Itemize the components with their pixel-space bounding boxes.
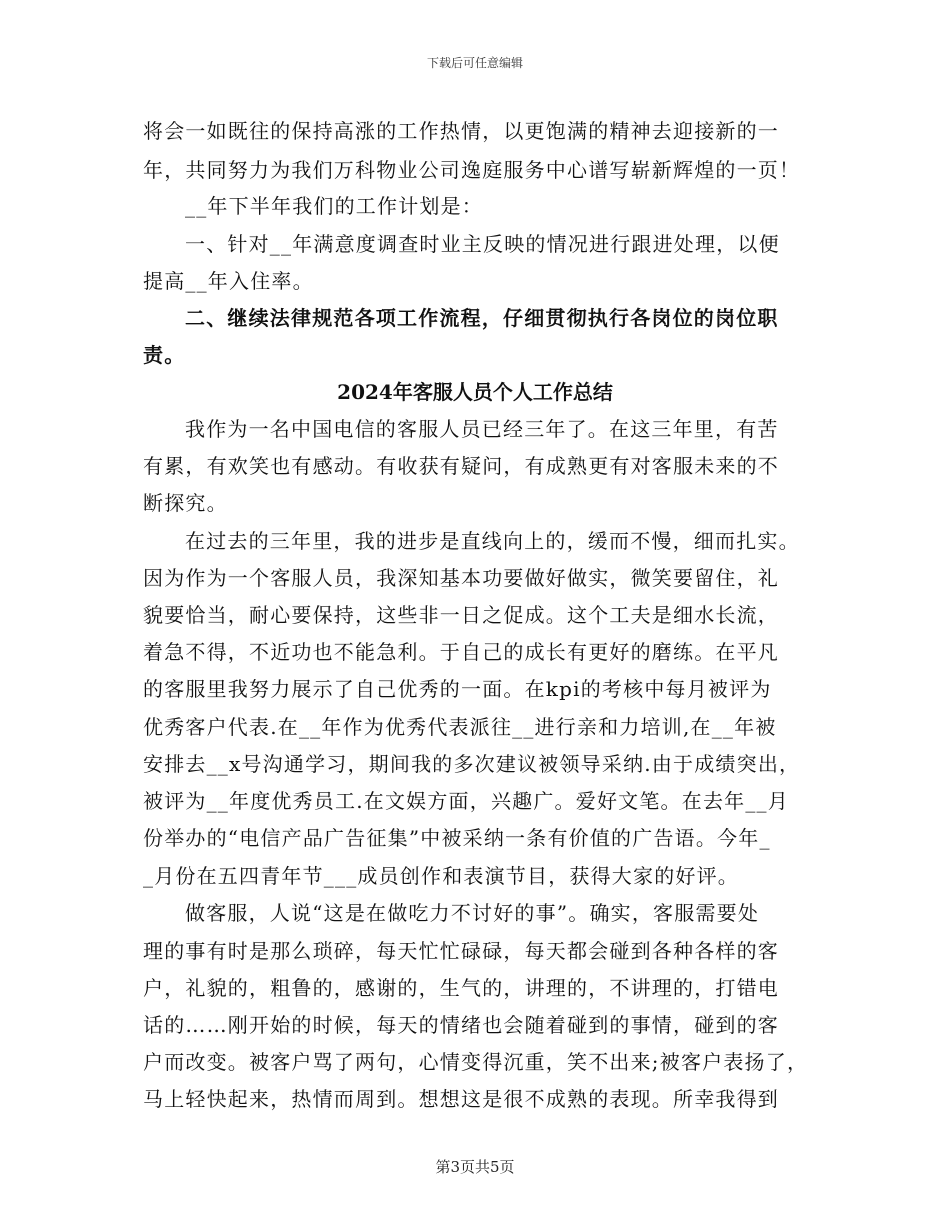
bold-paragraph-line: 二、继续法律规范各项工作流程，仔细贯彻执行各岗位的岗位职: [185, 306, 779, 330]
paragraph-line: 一、针对__年满意度调查时业主反映的情况进行跟进处理，以便: [185, 232, 780, 256]
paragraph-line: 安排去__x号沟通学习，期间我的多次建议被领导采纳.由于成绩突出，: [143, 752, 801, 776]
paragraph-line: 理的事有时是那么琐碎，每天忙忙碌碌，每天都会碰到各种各样的客: [143, 939, 779, 963]
paragraph-line: 话的……刚开始的时候，每天的情绪也会随着碰到的事情，碰到的客: [143, 1013, 779, 1037]
paragraph-line: 年，共同努力为我们万科物业公司逸庭服务中心谱写崭新辉煌的一页！: [143, 158, 801, 182]
paragraph-line: 户，礼貌的，粗鲁的，感谢的，生气的，讲理的，不讲理的，打错电: [143, 976, 779, 1000]
paragraph-line: 着急不得，不近功也不能急利。于自己的成长有更好的磨练。在平凡: [143, 640, 779, 664]
page-header-note: 下载后可任意编辑: [426, 56, 523, 70]
paragraph-line: 在过去的三年里，我的进步是直线向上的，缓而不慢，细而扎实。: [185, 529, 800, 553]
paragraph-line: 被评为__年度优秀员工.在文娱方面，兴趣广。爱好文笔。在去年__月: [143, 789, 789, 813]
paragraph-line: 断探究。: [143, 491, 228, 515]
section-title: 2024年客服人员个人工作总结: [337, 380, 613, 404]
bold-paragraph-line: 责。: [143, 343, 186, 367]
paragraph-line: 份举办的“电信产品广告征集”中被采纳一条有价值的广告语。今年_: [143, 826, 771, 850]
paragraph-line: 提高__年入住率。: [143, 269, 314, 293]
paragraph-line: 户而改变。被客户骂了两句，心情变得沉重，笑不出来;被客户表扬了，: [143, 1050, 809, 1074]
paragraph-line: 我作为一名中国电信的客服人员已经三年了。在这三年里，有苦: [185, 417, 779, 441]
paragraph-line: __年下半年我们的工作计划是：: [185, 194, 483, 218]
paragraph-line: 有累，有欢笑也有感动。有收获有疑问，有成熟更有对客服未来的不: [143, 454, 779, 478]
paragraph-line: 貌要恰当，耐心要保持，这些非一日之促成。这个工夫是细水长流，: [143, 603, 779, 627]
paragraph-line: 将会一如既往的保持高涨的工作热情，以更饱满的精神去迎接新的一: [143, 119, 779, 143]
paragraph-line: 马上轻快起来，热情而周到。想想这是很不成熟的表现。所幸我得到: [143, 1087, 779, 1111]
paragraph-line: _月份在五四青年节___成员创作和表演节目，获得大家的好评。: [143, 864, 739, 888]
paragraph-line: 的客服里我努力展示了自己优秀的一面。在kpi的考核中每月被评为: [143, 677, 772, 701]
paragraph-line: 因为作为一个客服人员，我深知基本功要做好做实，微笑要留住，礼: [143, 566, 779, 590]
paragraph-line: 优秀客户代表.在__年作为优秀代表派往__进行亲和力培训,在__年被: [143, 715, 777, 739]
paragraph-line: 做客服，人说“这是在做吃力不讨好的事”。确实，客服需要处: [185, 901, 760, 925]
page-number: 第3页共5页: [435, 1158, 515, 1176]
